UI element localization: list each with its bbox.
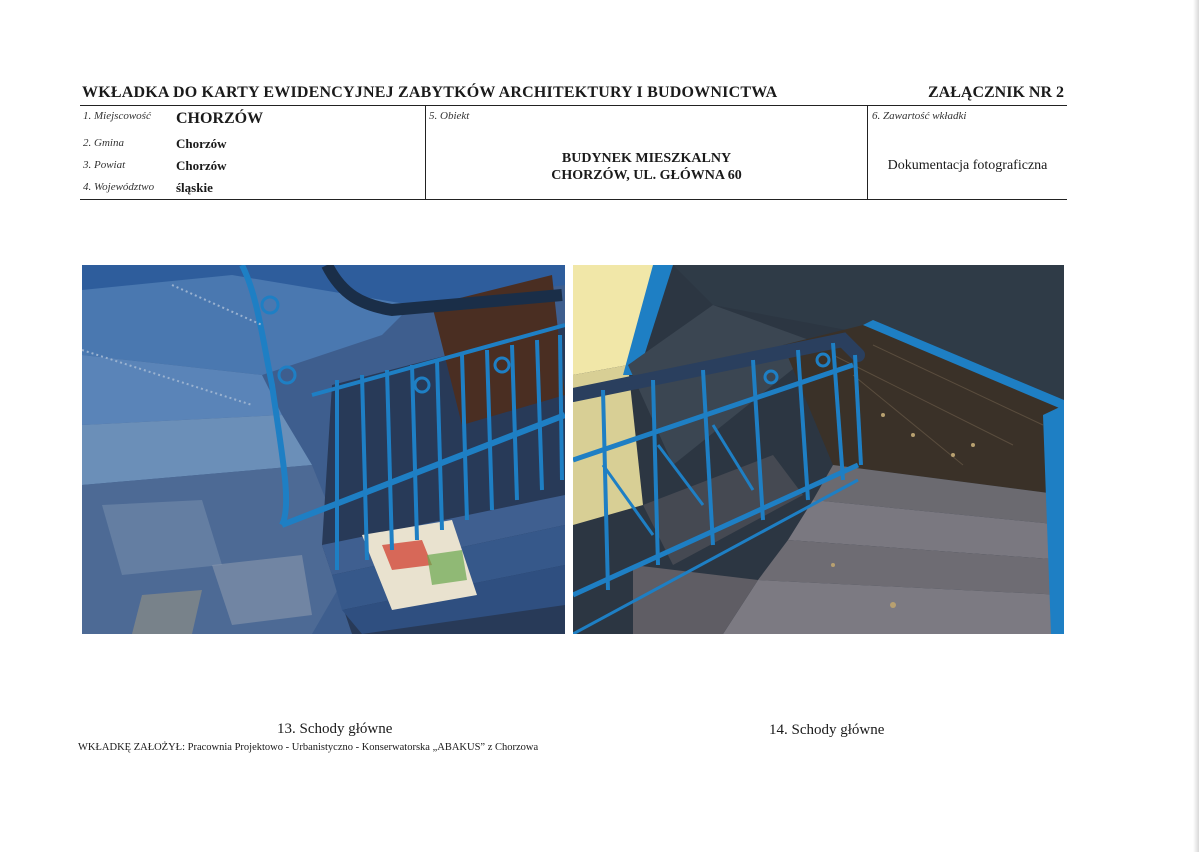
table-divider-2: [867, 106, 868, 199]
staircase-photo-14-image: [573, 265, 1064, 634]
locality-label: 1. Miejscowość: [83, 110, 151, 122]
object-description: [426, 150, 867, 184]
header-rule: [80, 105, 1067, 106]
district-value: Chorzów: [176, 158, 227, 173]
scan-edge-shadow: [1193, 0, 1199, 852]
content-label: 6. Zawartość wkładki: [872, 110, 967, 122]
table-bottom-rule: [80, 199, 1067, 200]
staircase-photo-13-image: [82, 265, 565, 634]
content-value: Dokumentacja fotograficzna: [887, 158, 1048, 173]
locality-value: CHORZÓW: [176, 110, 264, 127]
staircase-photo-13: [82, 265, 565, 634]
staircase-photo-14: [573, 265, 1064, 634]
commune-label: 2. Gmina: [83, 137, 124, 149]
object-line-2: CHORZÓW, UL. GŁÓWNA 60: [551, 168, 742, 183]
voivodeship-value: śląskie: [176, 180, 213, 195]
commune-value: Chorzów: [176, 136, 227, 151]
object-line-1: BUDYNEK MIESZKALNY: [561, 151, 732, 166]
object-label: 5. Obiekt: [429, 110, 470, 122]
photo-13-caption: 13. Schody główne: [277, 721, 393, 737]
voivodeship-label: 4. Województwo: [83, 181, 155, 193]
photo-14-caption: 14. Schody główne: [769, 722, 885, 738]
annex-number: ZAŁĄCZNIK NR 2: [927, 84, 1064, 101]
district-label: 3. Powiat: [83, 159, 126, 171]
document-title: WKŁADKA DO KARTY EWIDENCYJNEJ ZABYTKÓW ARCHITEKTURY I BUDOWNICTWA: [82, 84, 778, 101]
footer-author-note: WKŁADKĘ ZAŁOŻYŁ: Pracownia Projektowo - Urbanistyczno - Konserwatorska „ABAKUS” z Chorzowa: [78, 742, 539, 753]
